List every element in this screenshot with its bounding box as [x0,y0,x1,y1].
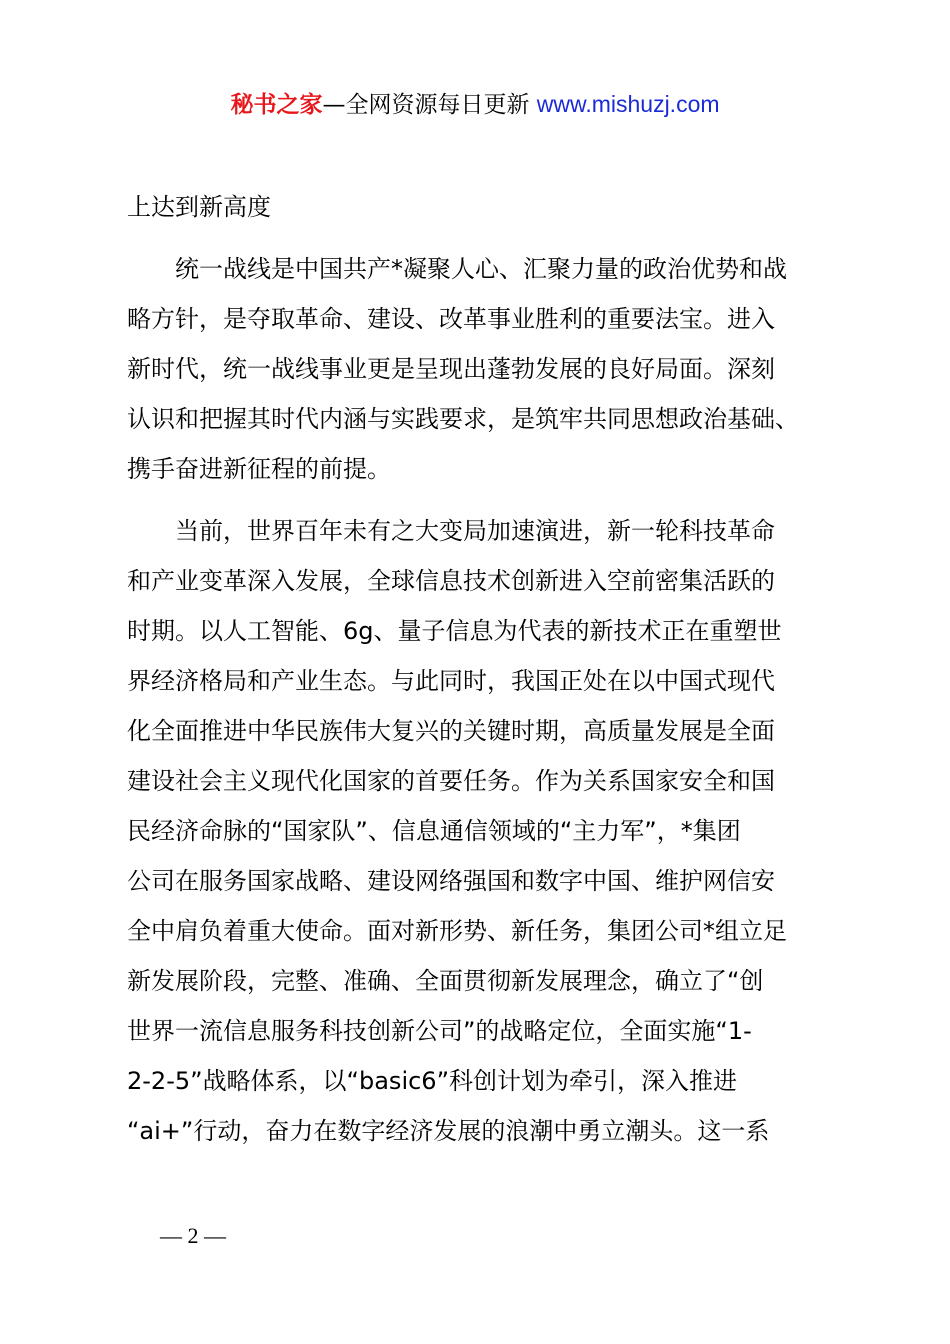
text-line: 统一战线是中国共产*凝聚人心、汇聚力量的政治优势和战 [175,255,787,283]
text-line: 和产业变革深入发展，全球信息技术创新进入空前密集活跃的 [127,567,775,595]
text-line: 认识和把握其时代内涵与实践要求，是筑牢共同思想政治基础、 [127,405,799,433]
text-line: “ai+”行动，奋力在数字经济发展的浪潮中勇立潮头。这一系 [127,1117,770,1145]
text-line: 当前，世界百年未有之大变局加速演进，新一轮科技革命 [175,517,775,545]
text-line: 时期。以人工智能、6g、量子信息为代表的新技术正在重塑世 [127,617,782,645]
document-body [127,182,839,1156]
page-number: — 2 — [160,1223,226,1248]
text-line: 携手奋进新征程的前提。 [127,455,391,483]
text-line: 化全面推进中华民族伟大复兴的关键时期，高质量发展是全面 [127,717,775,745]
site-url-link[interactable]: www.mishuzj.com [536,91,720,117]
text-line: 略方针，是夺取革命、建设、改革事业胜利的重要法宝。进入 [127,305,775,333]
paragraph-current-situation [127,506,839,1156]
text-line: 新发展阶段，完整、准确、全面贯彻新发展理念，确立了“创 [127,967,764,995]
text-line: 民经济命脉的“国家队”、信息通信领域的“主力军”，*集团 [127,817,741,845]
text-line: 界经济格局和产业生态。与此同时，我国正处在以中国式现代 [127,667,775,695]
header-tagline: —全网资源每日更新 [322,92,537,118]
text-line: 上达到新高度 [127,193,271,221]
text-line: 全中肩负着重大使命。面对新形势、新任务，集团公司*组立足 [127,917,787,945]
text-line: 世界一流信息服务科技创新公司”的战略定位，全面实施“1- [127,1017,752,1045]
paragraph-continuation [127,182,839,232]
text-line: 公司在服务国家战略、建设网络强国和数字中国、维护网信安 [127,867,775,895]
text-line: 新时代，统一战线事业更是呈现出蓬勃发展的良好局面。深刻 [127,355,775,383]
text-line: 2-2-5”战略体系，以“basic6”科创计划为牵引，深入推进 [127,1067,738,1095]
text-line: 建设社会主义现代化国家的首要任务。作为关系国家安全和国 [127,767,775,795]
brand-name: 秘书之家 [230,92,323,118]
paragraph-united-front [127,244,839,494]
site-header [0,88,950,121]
